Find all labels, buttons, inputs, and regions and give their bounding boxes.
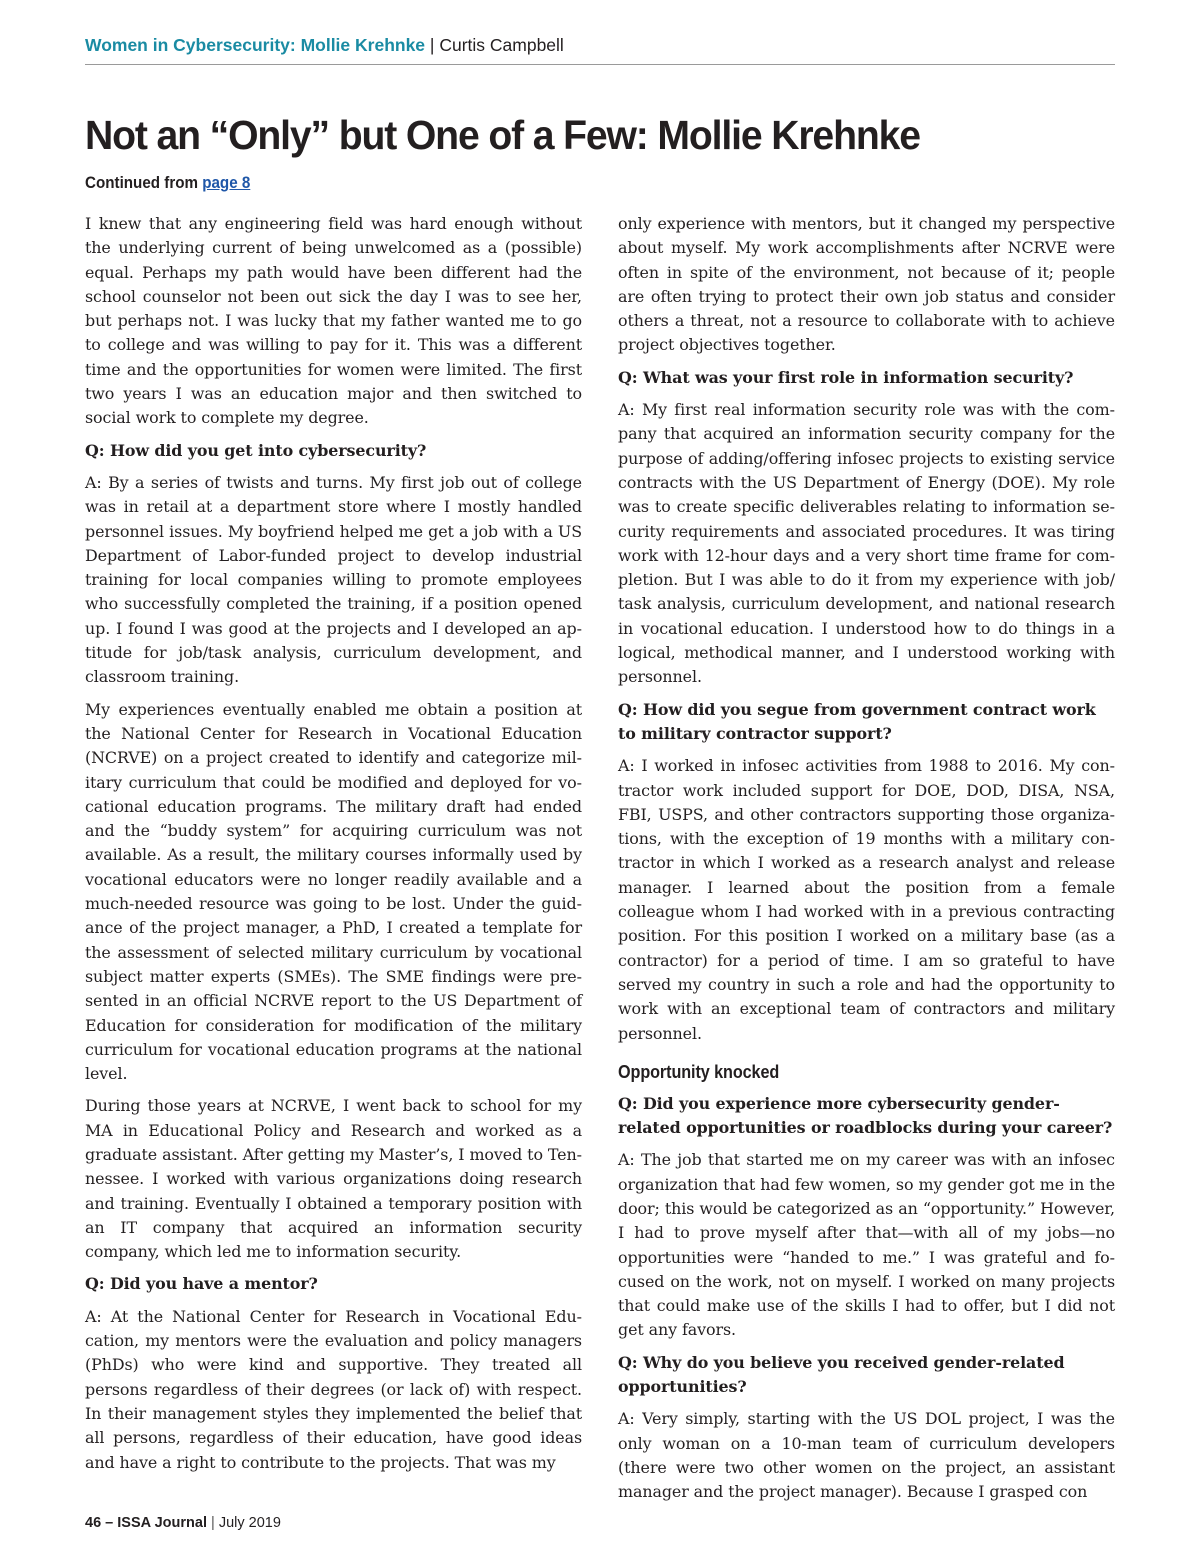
page-footer <box>85 1514 281 1532</box>
running-header <box>85 34 1115 56</box>
continued-prefix: Continued from <box>85 174 203 192</box>
interview-question: Q: Did you experience more cybersecurity gender-related opportunities or roadblocks during your career? <box>618 1093 1113 1138</box>
footer-separator: | <box>206 1515 219 1531</box>
interview-question: Q: What was your first role in information security? <box>618 367 1074 387</box>
issue-date: July 2019 <box>218 1515 281 1531</box>
page-number: 46 <box>85 1515 102 1531</box>
interview-question: Q: Why do you believe you received gender-related opportunities? <box>618 1352 1065 1397</box>
interview-question: Q: Did you have a mentor? <box>85 1274 318 1294</box>
header-rule <box>85 64 1115 65</box>
body-paragraph: My experiences eventually enabled me obtain a position at the National Center for Research in Vocational Education (NCRVE) on a project created to identify and categorize military curriculum that could be modified and deployed for vocational education programs. The military draft had ended and the “buddy system” for acquiring curriculum was not available. As a result, the military courses informally used by vocational educators were no longer readily available and a much-needed resource was going to be lost. Under the guidance of the project manager, a PhD, I created a template for the assessment of selected military curriculum by vocational subject matter experts (SMEs). The SME findings were presented in an official NCRVE report to the US Department of Education for consideration for modification of the military curriculum for vocational education programs at the national level. <box>85 699 582 1084</box>
body-paragraph: A: I worked in infosec activities from 1988 to 2016. My contractor work included support for DOE, DOD, DISA, NSA, FBI, USPS, and other contractors supporting those organizations, with the exception of 19 months with a military contractor in which I worked as a research analyst and release manager. I learned about the position from a female colleague whom I had worked with in a previous contracting position. For this position I worked on a military base (as a contractor) for a period of time. I am so grateful to have served my country in such a role and had the opportunity to work with an exceptional team of contractors and military personnel. <box>618 756 1115 1043</box>
footer-dash: – <box>101 1515 118 1531</box>
body-paragraph: A: Very simply, starting with the US DOL project, I was the only woman on a 10-man team of curriculum developers (there were two other women on the project, an assistant manager and the project manager). Because I grasped con <box>618 1409 1115 1502</box>
left-column <box>85 212 582 1483</box>
body-paragraph: only experience with mentors, but it changed my perspective about myself. My work accomplishments after NCRVE were often in spite of the environment, not because of it; people are often trying to protect their own job status and consider others a threat, not a resource to collaborate with to achieve project objectives together. <box>618 214 1115 355</box>
header-author: Curtis Campbell <box>439 35 564 55</box>
article-title: Not an “Only” but One of a Few: Mollie Krehnke <box>85 112 920 158</box>
header-separator: | <box>425 35 440 55</box>
continued-page-link[interactable]: page 8 <box>202 174 251 192</box>
body-paragraph: A: The job that started me on my career was with an infosec organization that had few women, so my gender got me in the door; this would be categorized as an “opportunity.” However, I had to prove myself after that—with all of my jobs—no opportunities were “handed to me.” I was grateful and focused on the work, not on myself. I worked on many projects that could make use of the skills I had to offer, but I did not get any favors. <box>618 1150 1115 1340</box>
interview-question: Q: How did you segue from government contract work to military contractor support? <box>618 699 1096 743</box>
body-paragraph: I knew that any engineering field was hard enough without the underlying current of being unwelcomed as a (possible) equal. Perhaps my path would have been different had the school counselor not been out sick the day I was to see her, but perhaps not. I was lucky that my father wanted me to go to college and was willing to pay for it. This was a different time and the opportunities for women were limited. The first two years I was an education major and then switched to social work to complete my degree. <box>85 214 582 428</box>
body-paragraph: A: At the National Center for Research in Vocational Education, my mentors were the evaluation and policy managers (PhDs) who were kind and supportive. They treated all persons regardless of their degrees (or lack of) with respect. In their management styles they implemented the belief that all persons, regardless of their education, have good ideas and have a right to contribute to the projects. That was my <box>85 1306 582 1472</box>
interview-question: Q: How did you get into cybersecurity? <box>85 440 427 460</box>
body-paragraph: A: By a series of twists and turns. My first job out of college was in retail at a department store where I mostly handled personnel issues. My boyfriend helped me get a job with a US Department of Labor-funded project to develop industrial training for local companies willing to promote employees who successfully completed the training, if a position opened up. I found I was good at the projects and I developed an aptitude for job/task analysis, curriculum development, and classroom training. <box>85 472 582 687</box>
publication-name: ISSA Journal <box>117 1515 207 1531</box>
continued-from <box>85 172 250 194</box>
body-paragraph: During those years at NCRVE, I went back to school for my MA in Educational Policy and Research and worked as a graduate assistant. After getting my Master’s, I moved to Tennessee. I worked with various organizations doing research and training. Eventually I obtained a temporary position with an IT company that acquired an information security company, which led me to information security. <box>85 1096 582 1262</box>
section-heading: Opportunity knocked <box>618 1061 780 1082</box>
right-column <box>618 212 1115 1513</box>
body-paragraph: A: My first real information security role was with the company that acquired an information security company for the purpose of adding/offering infosec projects to existing service contracts with the US Department of Energy (DOE). My role was to create specific deliverables relating to information security requirements and associated procedures. It was tiring work with 12-hour days and a very short time frame for completion. But I was able to do it from my experience with job/​task analysis, curriculum development, and national research in vocational education. I understood how to do things in a logical, methodical manner, and I understood working with personnel. <box>618 400 1115 687</box>
series-title: Women in Cybersecurity: Mollie Krehnke <box>85 35 426 55</box>
